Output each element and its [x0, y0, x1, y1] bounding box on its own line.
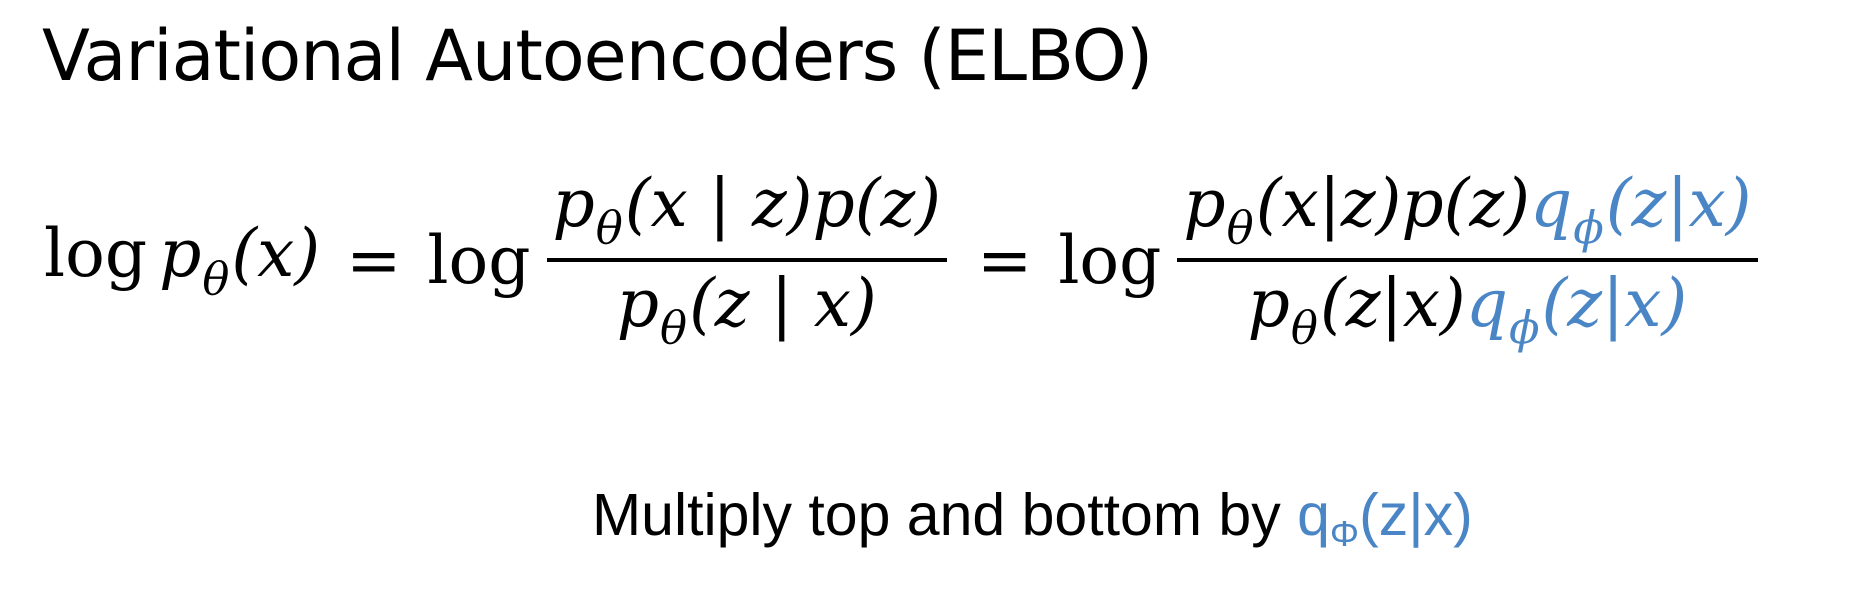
rhs1-log: log	[427, 221, 531, 299]
rhs2-den-phi: ϕ	[1508, 301, 1540, 355]
rhs2-den-q-arg: (z|x)	[1541, 265, 1688, 342]
lhs-term	[44, 215, 320, 304]
rhs1-den-arg: (z | x)	[689, 265, 877, 342]
rhs2-num-q: q	[1529, 165, 1573, 243]
equals-sign-2: =	[977, 221, 1033, 299]
lhs-p: p	[159, 215, 202, 293]
equals-sign-1: =	[346, 221, 402, 299]
rhs1-den-p: p	[616, 265, 660, 342]
caption-q: q	[1297, 482, 1330, 548]
caption-arg: (z|x)	[1359, 482, 1473, 548]
rhs2-log: log	[1058, 221, 1162, 299]
rhs2-den-arg: (z|x)	[1319, 265, 1466, 342]
rhs1-fraction-bar	[547, 258, 948, 262]
rhs1-num-p: p	[552, 165, 595, 243]
rhs2-den-p: p	[1247, 265, 1290, 342]
lhs-log: log	[44, 215, 148, 293]
rhs2-num-arg: (x|z)p(z)	[1255, 165, 1530, 243]
rhs2-num-theta: θ	[1226, 201, 1254, 255]
rhs1-num-theta: θ	[595, 201, 623, 255]
rhs2-num-phi: ϕ	[1573, 201, 1604, 255]
lhs-theta: θ	[202, 251, 230, 305]
caption-phi: Φ	[1329, 512, 1360, 554]
lhs-arg: (x)	[231, 215, 321, 293]
rhs2-fraction-bar	[1177, 258, 1757, 262]
rhs1-numerator	[547, 166, 948, 254]
rhs2-num-p: p	[1183, 165, 1226, 243]
elbo-equation	[44, 160, 1762, 360]
rhs2-numerator	[1177, 166, 1757, 254]
slide-title: Variational Autoencoders (ELBO)	[42, 15, 1153, 97]
rhs2-den-q: q	[1465, 265, 1508, 342]
rhs1-num-arg: (x | z)p(z)	[624, 165, 942, 243]
rhs2-den-theta: θ	[1290, 301, 1318, 355]
rhs2-denominator	[1242, 266, 1694, 354]
rhs1-den-theta: θ	[660, 301, 688, 355]
rhs1-denominator	[611, 266, 883, 354]
caption	[592, 483, 1473, 554]
rhs2-fraction	[1177, 166, 1757, 353]
rhs2-num-q-arg: (z|x)	[1605, 165, 1752, 243]
rhs1-fraction	[547, 166, 948, 353]
caption-text: Multiply top and bottom by	[592, 482, 1298, 548]
